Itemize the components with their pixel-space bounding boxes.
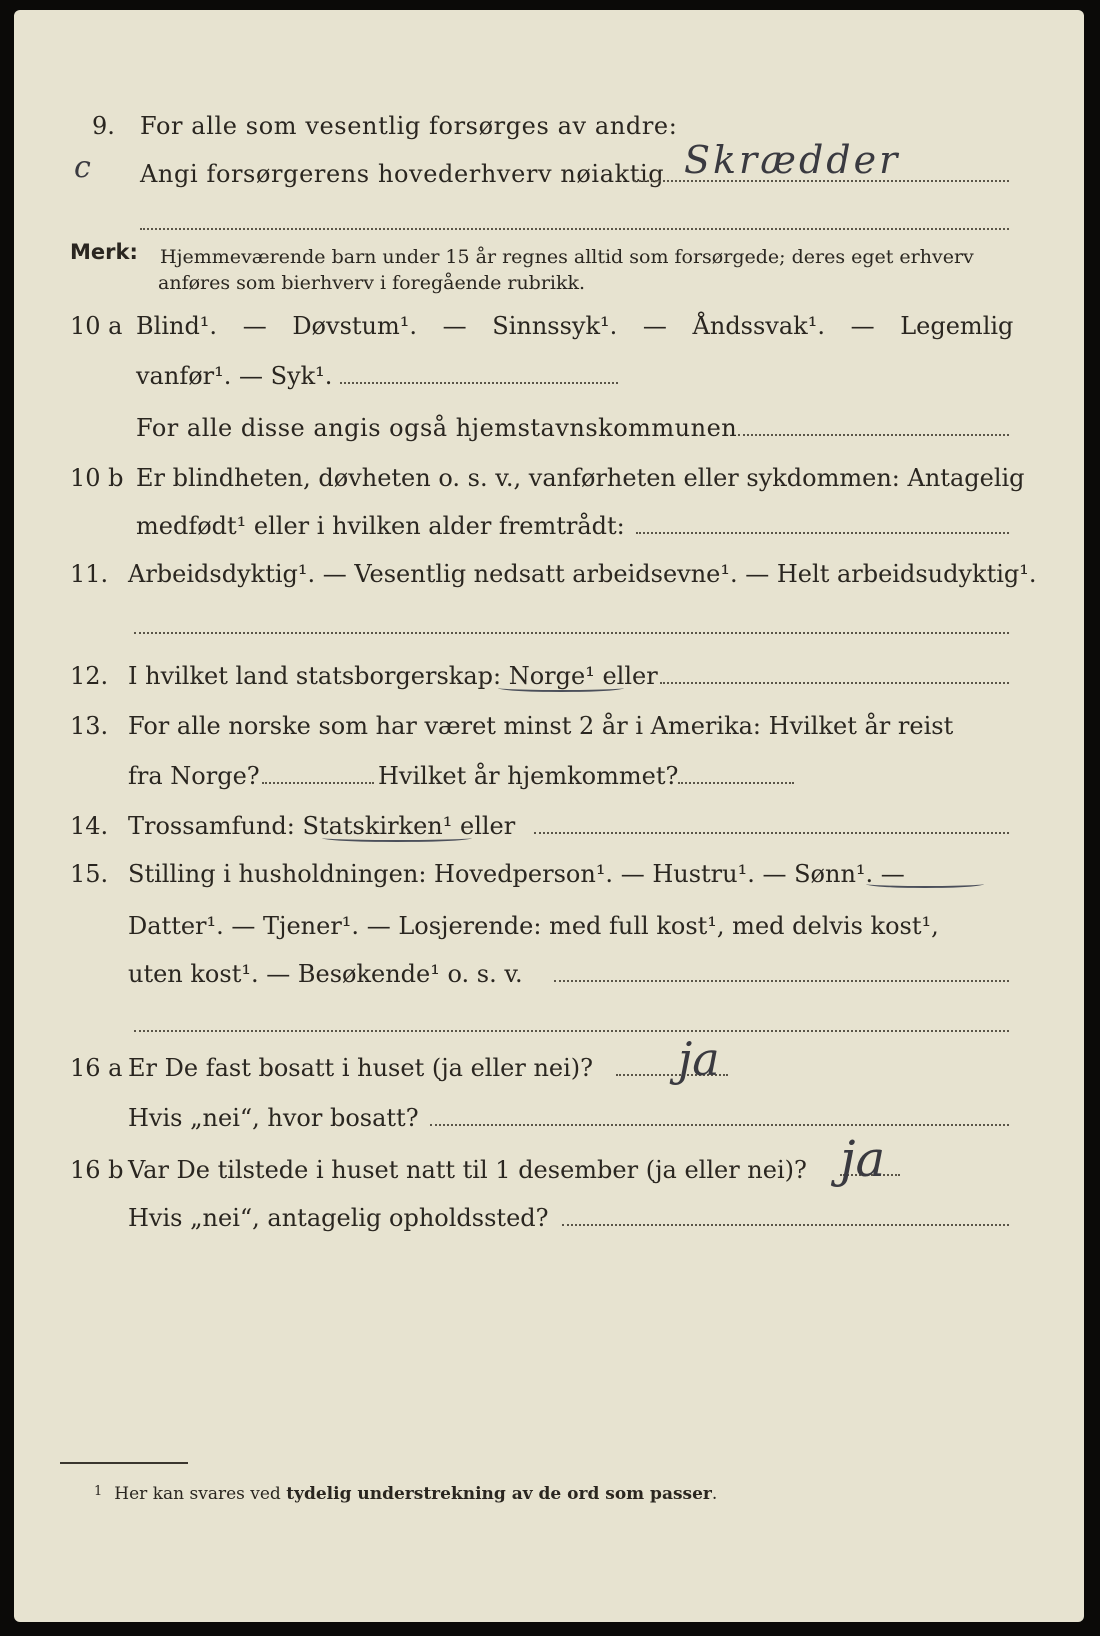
q15-number: 15. — [70, 860, 109, 888]
q16a-sub-answer-line — [430, 1124, 1009, 1126]
q16a-answer-handwriting: ja — [678, 1032, 720, 1086]
q9-question: For alle som vesentlig forsørges av andre: — [140, 112, 678, 140]
q10a-line-1: Blind¹. — Døvstum¹. — Sinnssyk¹. — Åndssvak¹. — Legemlig — [136, 312, 1014, 340]
q11-answer-line — [134, 632, 1009, 634]
footnote-marker: 1 — [94, 1484, 103, 1499]
q10a-number: 10 a — [70, 312, 123, 340]
q16b-number: 16 b — [70, 1156, 124, 1184]
q9-sub-question: Angi forsørgerens hovederhverv nøiaktig — [140, 160, 665, 188]
q15-underline-sonn — [866, 880, 984, 888]
q12-number: 12. — [70, 662, 109, 690]
q10a-home-line — [738, 434, 1009, 436]
q10a-line-2: vanfør¹. — Syk¹. — [136, 362, 333, 390]
q15-line-3: uten kost¹. — Besøkende¹ o. s. v. — [128, 960, 523, 988]
q13-line-1: For alle norske som har været minst 2 år i Amerika: Hvilket år reist — [128, 712, 954, 740]
q9-number: 9. — [92, 112, 115, 140]
q15-line-2: Datter¹. — Tjener¹. — Losjerende: med full kost¹, med delvis kost¹, — [128, 912, 939, 940]
q15-answer-line — [554, 980, 1009, 982]
merk-line-2: anføres som bierhverv i foregående rubrikk. — [158, 272, 586, 294]
q12-question: I hvilket land statsborgerskap: Norge¹ eller — [128, 662, 658, 690]
q16b-sub-question: Hvis „nei“, antagelig opholdssted? — [128, 1204, 549, 1232]
q14-question: Trossamfund: Statskirken¹ eller — [128, 812, 516, 840]
footnote-rule — [60, 1462, 188, 1464]
q10b-number: 10 b — [70, 464, 124, 492]
margin-mark: ⅽ — [74, 150, 91, 185]
q13-number: 13. — [70, 712, 109, 740]
q11-question: Arbeidsdyktig¹. — Vesentlig nedsatt arbeidsevne¹. — Helt arbeidsudyktig¹. — [128, 560, 1037, 588]
q13-line-2b: Hvilket år hjemkommet? — [378, 762, 679, 790]
q16b-question: Var De tilstede i huset natt til 1 desember (ja eller nei)? — [128, 1156, 807, 1184]
q16b-answer-handwriting: ja — [840, 1130, 886, 1188]
q10b-line-2: medfødt¹ eller i hvilken alder fremtrådt: — [136, 512, 625, 540]
q14-answer-line — [534, 832, 1009, 834]
q16b-sub-answer-line — [562, 1224, 1009, 1226]
q11-number: 11. — [70, 560, 109, 588]
q10a-answer-line — [340, 382, 618, 384]
q16a-question: Er De fast bosatt i huset (ja eller nei)? — [128, 1054, 594, 1082]
q13-depart-line — [262, 782, 374, 784]
footnote-text-bold: tydelig understrekning av de ord som passer — [286, 1484, 712, 1504]
q10b-answer-line — [636, 532, 1009, 534]
q13-return-line — [678, 782, 794, 784]
q12-answer-line — [660, 682, 1009, 684]
q14-underline-statskirken — [322, 834, 472, 842]
q9-extra-line — [140, 228, 1009, 230]
q16a-sub-question: Hvis „nei“, hvor bosatt? — [128, 1104, 419, 1132]
q14-number: 14. — [70, 812, 109, 840]
footnote — [94, 1484, 717, 1504]
merk-line-1: Hjemmeværende barn under 15 år regnes alltid som forsørgede; deres eget erhverv — [160, 246, 974, 268]
q9-answer-handwriting: Skrædder — [684, 138, 901, 182]
footnote-text-2: . — [711, 1484, 718, 1504]
q15-line-1: Stilling i husholdningen: Hovedperson¹. — Hustru¹. — Sønn¹. — — [128, 860, 905, 888]
q10a-line-3: For alle disse angis også hjemstavnskommunen — [136, 414, 738, 442]
q12-underline-norge — [498, 684, 624, 692]
q15-extra-line — [134, 1030, 1009, 1032]
q13-line-2a: fra Norge? — [128, 762, 260, 790]
footnote-text-1: Her kan svares ved — [114, 1484, 287, 1504]
census-form-page — [14, 10, 1084, 1622]
merk-label: Merk: — [70, 240, 138, 264]
q10b-line-1: Er blindheten, døvheten o. s. v., vanførheten eller sykdommen: Antagelig — [136, 464, 1025, 492]
q16a-number: 16 a — [70, 1054, 123, 1082]
